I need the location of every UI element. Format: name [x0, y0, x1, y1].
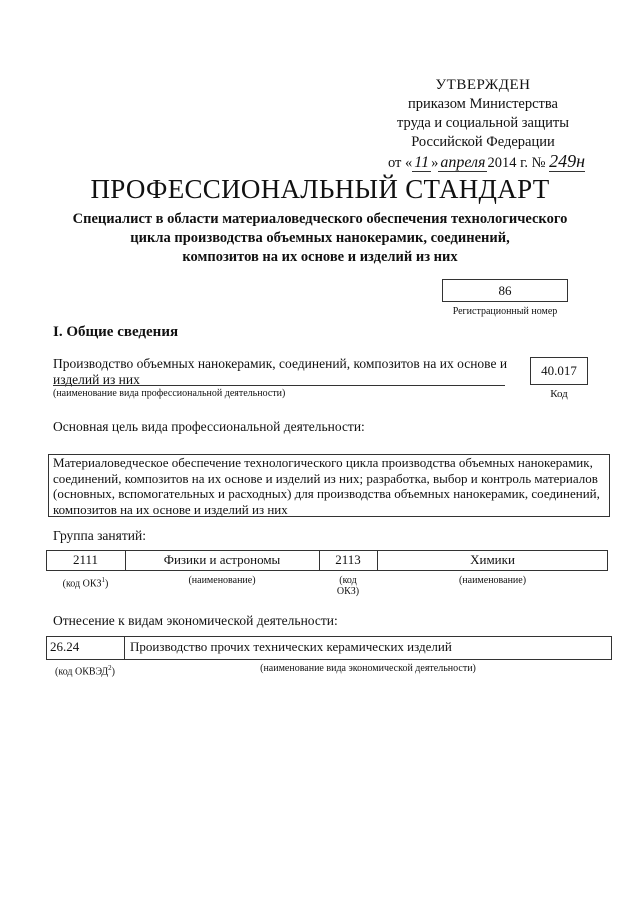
- economic-divider: [124, 636, 125, 660]
- approval-date-line: [372, 152, 594, 173]
- economic-caption-code: [46, 663, 124, 677]
- document-subtitle: [40, 210, 600, 267]
- subtitle-line-2: цикла производства объемных нанокерамик, соединений,: [130, 230, 510, 246]
- document-title: ПРОФЕССИОНАЛЬНЫЙ СТАНДАРТ: [90, 174, 550, 204]
- caption-okz2-line2: ОКЗ): [336, 586, 360, 597]
- section-heading: I. Общие сведения: [53, 324, 179, 340]
- activity-line-2: изделий из них: [53, 372, 140, 387]
- approval-line-3: Российской Федерации: [411, 134, 555, 150]
- activity-underline: [53, 385, 505, 386]
- occupation-heading: Группа занятий:: [53, 528, 146, 543]
- handwritten-number: 249н: [549, 151, 586, 171]
- caption-okz-sup: 1: [101, 576, 106, 584]
- registration-number-label: Регистрационный номер: [452, 306, 558, 317]
- goal-line-4: композитов на их основе и изделий из них: [53, 501, 288, 517]
- occupation-caption-code-2: [319, 575, 377, 597]
- economic-name: Производство прочих технических керамических изделий: [130, 639, 452, 654]
- occupation-name-1: Физики и астрономы: [163, 552, 281, 567]
- approval-line-1: приказом Министерства: [408, 96, 558, 112]
- date-year: 2014 г. №: [487, 155, 546, 171]
- economic-code: 26.24: [50, 639, 80, 654]
- caption-okved-end: ): [111, 666, 115, 678]
- handwritten-day: 11: [414, 154, 430, 171]
- handwritten-month: апреля: [440, 154, 486, 171]
- caption-okz-text: (код ОКЗ: [62, 578, 102, 590]
- occupation-name-2: Химики: [470, 552, 515, 567]
- caption-okz-end: ): [105, 578, 109, 590]
- goal-heading: Основная цель вида профессиональной деятельности:: [53, 419, 365, 434]
- approval-block: [372, 76, 594, 173]
- date-prefix: от «: [388, 155, 413, 171]
- goal-line-1: Материаловедческое обеспечение технологического цикла производства объемных нанокерамик,: [53, 455, 593, 470]
- occupation-caption-name-1: (наименование): [188, 575, 256, 586]
- goal-line-2: соединений, композитов на их основе и изделий из них; разработка, выбор и контроль материалов: [53, 470, 598, 486]
- economic-caption-name: (наименование вида экономической деятельности): [260, 663, 476, 674]
- activity-code-value: 40.017: [541, 363, 577, 378]
- activity-code-label: Код: [550, 388, 568, 400]
- caption-okved-sup: 2: [108, 664, 112, 672]
- caption-okved-text: (код ОКВЭД: [55, 666, 109, 678]
- approval-heading: УТВЕРЖДЕН: [435, 77, 531, 93]
- occupation-caption-code-1: [46, 575, 125, 589]
- occupation-caption-name-2: (наименование): [458, 575, 527, 586]
- date-mid: »: [431, 155, 439, 171]
- economic-heading: Отнесение к видам экономической деятельности:: [53, 613, 338, 628]
- occupation-code-2: 2113: [335, 552, 361, 567]
- subtitle-line-1: Специалист в области материаловедческого обеспечения технологического: [72, 211, 568, 227]
- subtitle-line-3: композитов на их основе и изделий из них: [182, 249, 458, 265]
- goal-line-3: (основных, вспомогательных и расходных) для производства объемных нанокерамик, соединений,: [53, 486, 600, 501]
- approval-line-2: труда и социальной защиты: [397, 115, 569, 131]
- activity-code-box: [530, 357, 588, 385]
- occupation-code-1: 2111: [72, 552, 99, 567]
- registration-number-box: 86: [442, 279, 568, 302]
- caption-okz2-line1: (код: [339, 575, 357, 586]
- activity-line-1: Производство объемных нанокерамик, соединений, композитов на их основе и: [53, 356, 508, 371]
- activity-caption: (наименование вида профессиональной деятельности): [53, 388, 286, 399]
- activity-name: [53, 356, 513, 388]
- goal-text: [53, 455, 608, 517]
